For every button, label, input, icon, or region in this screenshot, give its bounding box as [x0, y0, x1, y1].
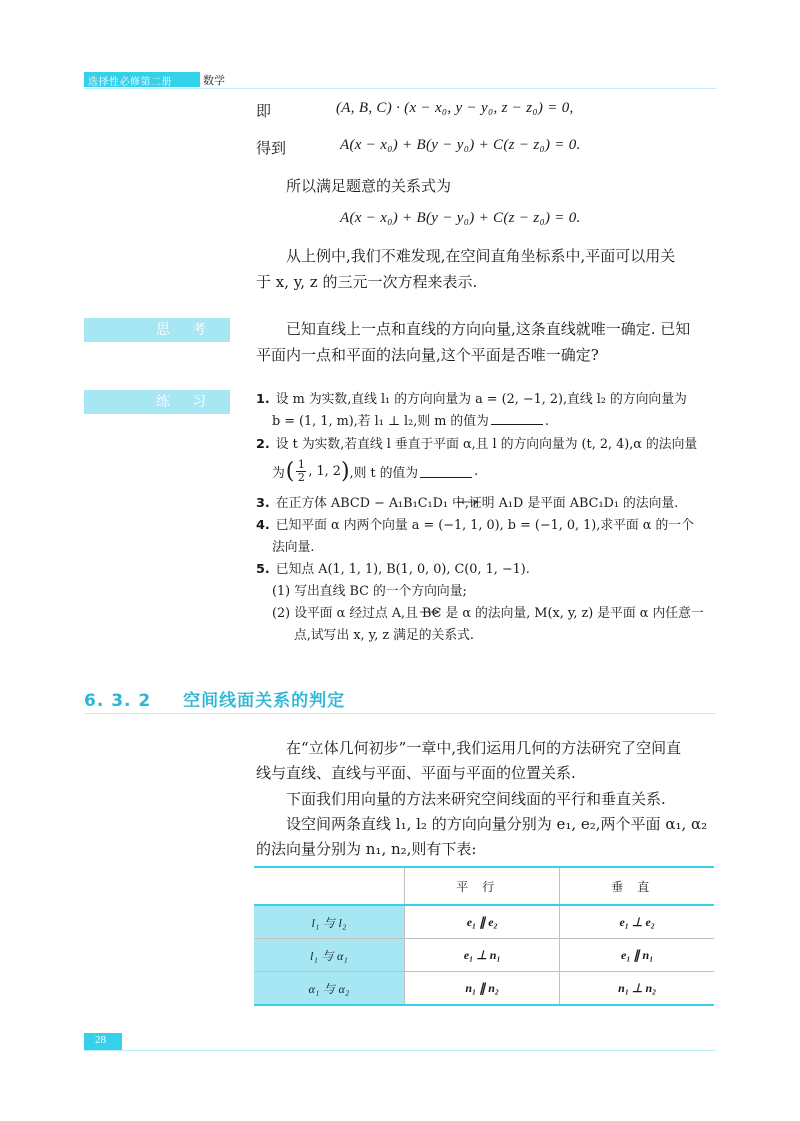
exercise-4-line-2: 法向量. — [272, 540, 315, 555]
exercise-text: . — [544, 414, 549, 429]
exercise-text: 已知平面 α 内两个向量 a = (−1, 1, 0), b = (−1, 0, 1),求平面 α 的一个 — [275, 518, 694, 533]
left-paren: ( — [285, 458, 295, 484]
answer-blank[interactable] — [420, 465, 472, 478]
derivation-equation-1: (A, B, C) · (x − x₀, y − y₀, z − z₀) = 0, — [336, 100, 574, 116]
table-row-label: l₁ 与 α₁ — [254, 939, 405, 972]
fraction-numerator: 1 — [297, 457, 305, 471]
section-rule — [84, 713, 716, 714]
table-cell-parallel: n₁ ∥ n₂ — [405, 972, 560, 1006]
section-paragraph-3-line-1: 设空间两条直线 l₁, l₂ 的方向向量分别为 e₁, e₂,两个平面 α₁, α₂ — [286, 815, 708, 833]
think-line-2: 平面内一点和平面的法向量,这个平面是否唯一确定? — [256, 346, 599, 364]
header-book-title: 选择性必修第二册 — [88, 77, 172, 88]
right-paren: ) — [340, 458, 350, 484]
section-title-text: 空间线面关系的判定 — [183, 691, 346, 711]
exercise-text: 在正方体 ABCD − A₁B₁C₁D₁ 中,证明 A₁D 是平面 ABC₁D₁ 的法向量. — [275, 496, 679, 511]
footer-rule — [84, 1050, 716, 1051]
table-cell-perpendicular: e₁ ∥ n₁ — [560, 939, 714, 972]
table-row — [254, 972, 714, 1006]
exercise-number: 3. — [256, 496, 270, 511]
exercise-number: 5. — [256, 562, 270, 577]
section-paragraph-1-line-2: 线与直线、直线与平面、平面与平面的位置关系. — [256, 764, 576, 782]
header-subject: 数学 — [203, 74, 225, 87]
table-header-row — [254, 867, 714, 905]
section-paragraph-1-line-1: 在“立体几何初步”一章中,我们运用几何的方法研究了空间直 — [286, 739, 682, 757]
exercise-text: 为 — [272, 465, 285, 481]
table-cell-parallel: e₁ ∥ e₂ — [405, 905, 560, 939]
fraction-denominator: 2 — [297, 470, 305, 484]
exercise-4-line-1 — [256, 514, 694, 533]
section-paragraph-2: 下面我们用向量的方法来研究空间线面的平行和垂直关系. — [286, 790, 666, 808]
section-number: 6. 3. 2 — [84, 691, 152, 711]
derivation-lead-1: 即 — [256, 102, 272, 120]
exercise-text: ,则 t 的值为 — [349, 465, 419, 481]
table-row-label: α₁ 与 α₂ — [254, 972, 405, 1006]
conclusion-line-1: 从上例中,我们不难发现,在空间直角坐标系中,平面可以用关 — [286, 247, 676, 265]
table-cell-perpendicular: e₁ ⊥ e₂ — [560, 905, 714, 939]
exercise-text: b = (1, 1, m),若 l₁ ⊥ l₂,则 m 的值为 — [272, 414, 489, 429]
think-label: 思考 — [84, 318, 230, 342]
section-paragraph-3-line-2: 的法向量分别为 n₁, n₂,则有下表: — [256, 840, 477, 858]
table-row-label: l₁ 与 l₂ — [254, 905, 405, 939]
table-row — [254, 905, 714, 939]
conclusion-line-2: 于 x, y, z 的三元一次方程来表示. — [256, 273, 478, 291]
page-number: 28 — [95, 1034, 106, 1046]
exercise-number: 1. — [256, 392, 270, 407]
derivation-equation-4: A(x − x₀) + B(y − y₀) + C(z − z₀) = 0. — [340, 210, 581, 226]
exercise-5-line-1 — [256, 558, 530, 577]
relations-table — [254, 866, 714, 1006]
exercise-text: 已知点 A(1, 1, 1), B(1, 0, 0), C(0, 1, −1). — [275, 562, 530, 577]
vector-arrow-icon — [457, 490, 479, 496]
exercise-text: 设 m 为实数,直线 l₁ 的方向向量为 a = (2, −1, 2),直线 l₂ 的方向向量为 — [275, 392, 687, 407]
exercise-number: 4. — [256, 518, 270, 533]
exercise-2-line-1 — [256, 433, 697, 452]
exercise-1-line-2 — [272, 410, 549, 429]
vector-arrow-icon — [420, 600, 440, 606]
exercise-5-sub-1: (1) 写出直线 BC 的一个方向向量; — [272, 584, 467, 599]
exercise-5-sub-2-line-1: (2) 设平面 α 经过点 A,且 BC 是 α 的法向量, M(x, y, z) 是平面 α 内任意一 — [272, 606, 704, 621]
derivation-lead-2: 得到 — [256, 139, 287, 157]
table-row — [254, 939, 714, 972]
exercise-2-line-2 — [272, 455, 478, 487]
exercise-5-sub-2-line-2: 点,试写出 x, y, z 满足的关系式. — [294, 628, 474, 643]
exercise-1-line-1 — [256, 388, 687, 407]
header-rule — [84, 88, 716, 89]
exercise-number: 2. — [256, 437, 270, 452]
exercise-text: , 1, 2 — [308, 463, 341, 479]
table-header-perpendicular: 垂直 — [560, 867, 714, 905]
practice-label: 练习 — [84, 390, 230, 414]
section-heading — [84, 686, 345, 711]
derivation-equation-2: A(x − x₀) + B(y − y₀) + C(z − z₀) = 0. — [340, 137, 581, 153]
derivation-text-3: 所以满足题意的关系式为 — [286, 177, 452, 195]
answer-blank[interactable] — [491, 412, 543, 425]
table-cell-perpendicular: n₁ ⊥ n₂ — [560, 972, 714, 1006]
fraction — [296, 459, 306, 484]
table-cell-parallel: e₁ ⊥ n₁ — [405, 939, 560, 972]
exercise-text: 设 t 为实数,若直线 l 垂直于平面 α,且 l 的方向向量为 (t, 2, 4),α 的法向量 — [275, 437, 698, 452]
exercise-text: . — [474, 463, 479, 479]
think-line-1: 已知直线上一点和直线的方向向量,这条直线就唯一确定. 已知 — [286, 320, 691, 338]
table-corner-cell — [254, 867, 405, 905]
table-header-parallel: 平行 — [405, 867, 560, 905]
